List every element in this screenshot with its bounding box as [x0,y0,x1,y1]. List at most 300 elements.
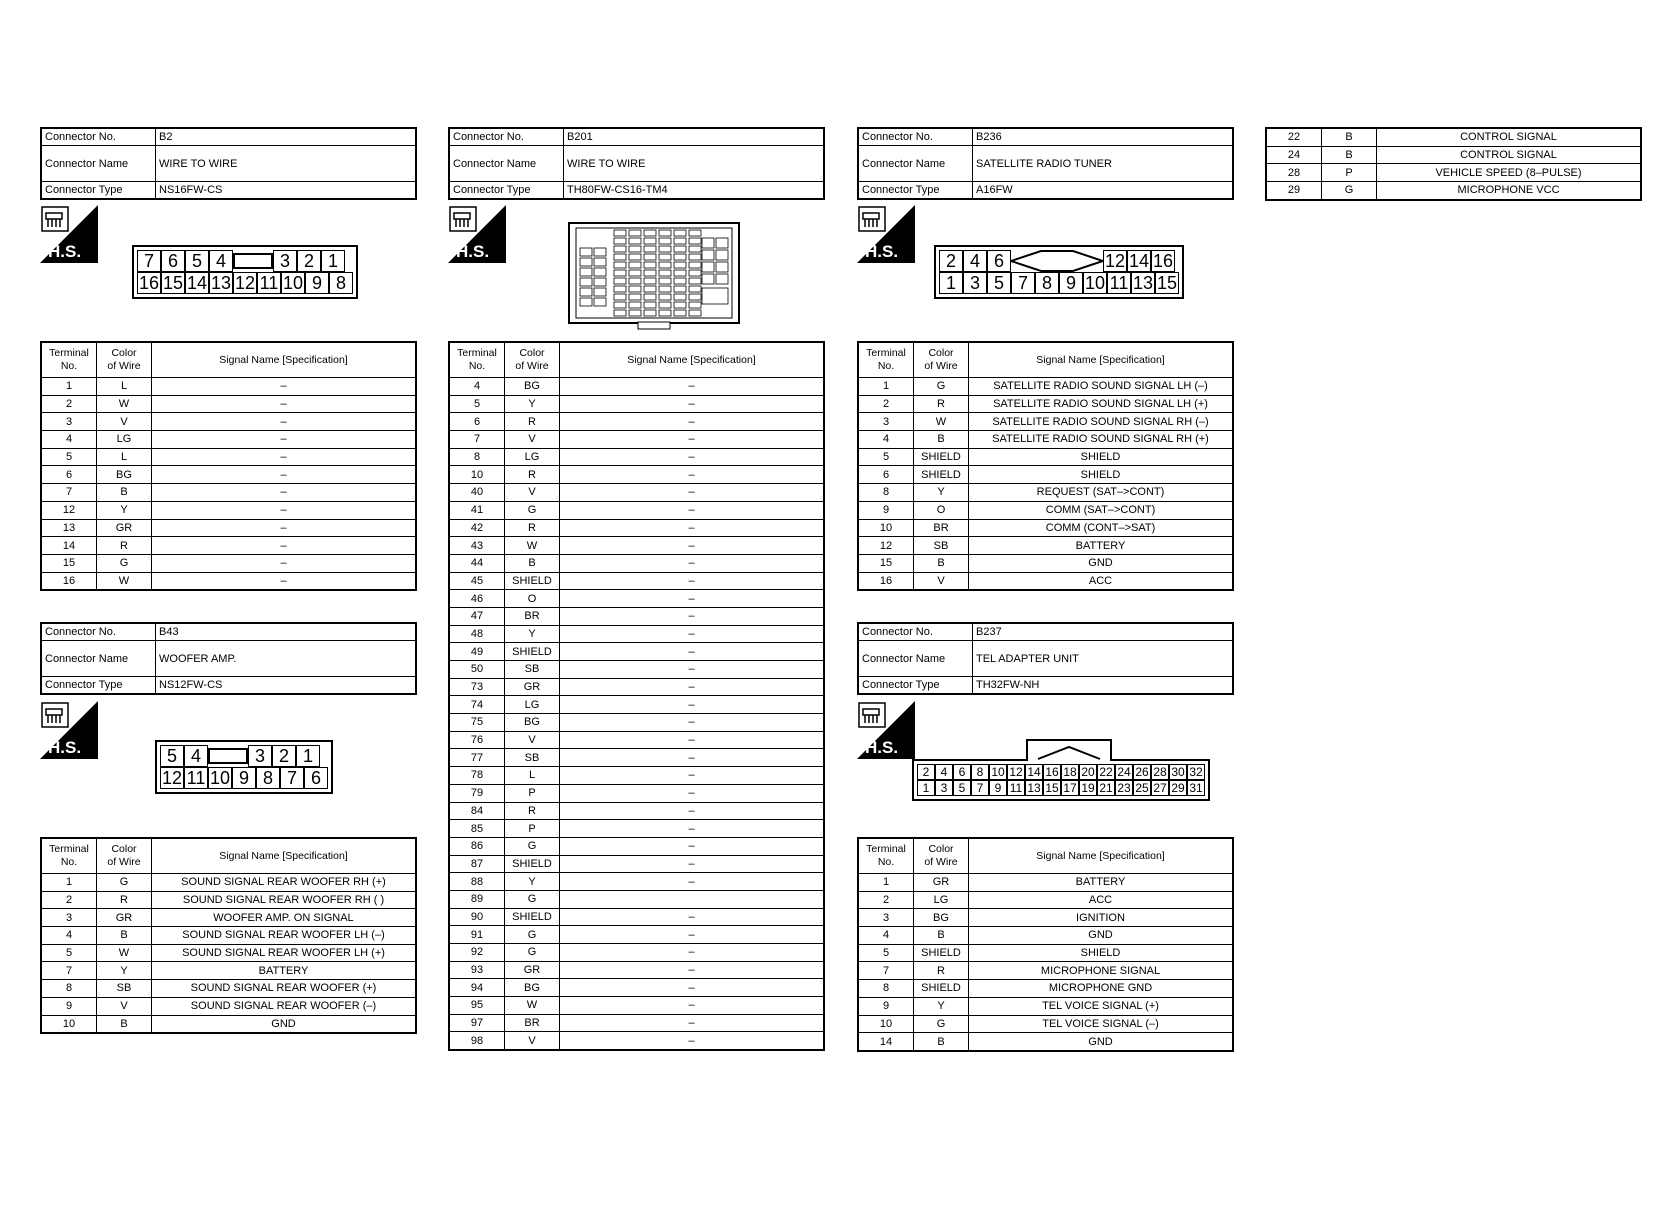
signal-name: – [688,928,695,941]
signal-name: GND [1088,557,1113,570]
signal-name: – [688,981,695,994]
hs-label: H.S. [456,242,490,261]
terminal-no: 3 [882,911,890,924]
wire-color: Y [120,964,128,977]
connector-no-value: B43 [159,626,179,638]
table-row [41,431,416,449]
signal-name: – [688,875,695,888]
wire-color: B [120,929,128,942]
wire-color: G [119,876,129,889]
wire-color: Y [528,398,536,411]
terminal-no: 91 [470,928,484,941]
terminal-no: 1 [882,380,890,393]
signal-name: – [688,663,695,676]
color-header: Color [519,347,545,359]
connector-name-value: WIRE TO WIRE [567,157,646,170]
table-row [449,466,824,484]
wire-color: BG [524,716,540,729]
terminal-no: 6 [882,468,890,481]
table-row [449,784,824,802]
table-row [41,944,416,962]
wire-color: O [527,592,537,605]
table-row [449,890,824,908]
connector-type-label: Connector Type [453,184,531,196]
connector-latch [1026,739,1112,761]
terminal-no: 6 [65,468,73,481]
table-row [449,554,824,572]
connector-type-label: Connector Type [862,184,940,196]
signal-name: WOOFER AMP. ON SIGNAL [213,911,354,924]
terminal-no: 15 [879,557,893,570]
table-row [449,607,824,625]
table-row [858,378,1233,396]
signal-name: – [688,574,695,587]
table-row [449,625,824,643]
terminal-no: 73 [470,681,484,694]
table-row [858,466,1233,484]
connector-pin: 3 [248,745,272,767]
terminal-no: 29 [1287,184,1301,197]
wire-color: R [528,415,536,428]
connector-pin: 26 [1133,764,1151,780]
connector-pin: 11 [257,272,281,294]
terminal-no: 5 [473,398,481,411]
signal-name: – [280,574,287,587]
table-row [449,767,824,785]
connector-pin: 3 [935,780,953,796]
connector-pin: 32 [1187,764,1205,780]
table-row [449,590,824,608]
signal-name: – [688,822,695,835]
terminal-header: Terminal [866,347,906,359]
wire-color: G [527,504,537,517]
signal-table-b201 [448,341,825,1051]
connector-pin: 31 [1187,780,1205,796]
wire-color: V [937,574,945,587]
connector-pin: 12 [234,273,256,293]
color-header: Color [928,843,954,855]
wire-color: G [119,557,129,570]
wire-color: SHIELD [921,982,961,995]
table-row [858,944,1233,962]
terminal-no: 3 [65,911,73,924]
harness-side-icon [857,701,915,759]
connector-pin: 20 [1079,764,1097,780]
terminal-no: 7 [65,964,73,977]
connector-pin: 15 [1043,780,1061,796]
wire-color: GR [115,521,133,534]
harness-side-icon [857,205,915,263]
connector-name-label: Connector Name [862,652,946,665]
wire-color: Y [528,875,536,888]
connector-pin: 9 [305,272,329,294]
table-row [858,448,1233,466]
color-header: of Wire [107,856,141,868]
signal-name: – [280,486,287,499]
connector-face-b236 [934,245,1184,299]
terminal-no: 89 [470,893,484,906]
signal-name: – [280,521,287,534]
terminal-no: 48 [470,627,484,640]
signal-name: SOUND SIGNAL REAR WOOFER LH (–) [182,929,385,942]
terminal-no: 4 [65,433,73,446]
connector-name-label: Connector Name [45,652,129,665]
table-row [41,997,416,1015]
signal-name: GND [271,1017,296,1030]
terminal-no: 28 [1287,166,1301,179]
signal-name: COMM (CONT–>SAT) [1045,521,1156,534]
connector-pin: 10 [282,273,304,293]
table-row [449,643,824,661]
connector-pin: 7 [1011,272,1035,294]
table-row [449,997,824,1015]
connector-type-value: TH80FW-CS16-TM4 [567,184,668,196]
connector-pin: 11 [1007,780,1025,796]
signal-name: SOUND SIGNAL REAR WOOFER (+) [190,982,377,995]
connector-no-label: Connector No. [453,131,524,143]
wire-color: SHIELD [921,451,961,464]
terminal-no: 8 [65,982,73,995]
terminal-no: 93 [470,964,484,977]
signal-name: CONTROL SIGNAL [1460,149,1557,162]
connector-no-value: B236 [976,131,1002,143]
wire-color: V [528,486,536,499]
connector-pin: 4 [184,745,208,767]
connector-pin: 4 [209,250,233,272]
terminal-no: 76 [470,734,484,747]
table-row [858,909,1233,927]
connector-no-value: B2 [159,131,173,143]
wire-color: R [120,539,128,552]
table-row [858,962,1233,980]
connector-pin: 1 [939,272,963,294]
signal-name: – [688,398,695,411]
table-row [41,537,416,555]
connector-no-label: Connector No. [45,131,116,143]
terminal-no: 7 [473,433,481,446]
terminal-no: 8 [882,982,890,995]
connector-pin: 19 [1079,780,1097,796]
connector-header-b237 [857,622,1234,695]
wire-color: GR [523,681,541,694]
table-row [41,554,416,572]
terminal-no: 3 [882,415,890,428]
table-row [1266,164,1641,182]
harness-side-icon [40,205,98,263]
wire-color: BR [524,1017,540,1030]
connector-pin: 12 [1104,251,1126,271]
terminal-no: 97 [470,1017,484,1030]
terminal-no: 1 [882,876,890,889]
connector-pin: 6 [987,250,1011,272]
wire-color: B [528,557,536,570]
color-header: of Wire [924,360,958,372]
terminal-no: 49 [470,645,484,658]
signal-name: – [688,592,695,605]
connector-pin: 10 [209,768,231,788]
connector-pin: 5 [185,250,209,272]
signal-name: – [280,398,287,411]
table-row [41,448,416,466]
table-row [41,484,416,502]
wire-color: BG [524,380,540,393]
connector-pin: 10 [1084,273,1106,293]
terminal-no: 98 [470,1034,484,1047]
signal-name: GND [1088,1035,1113,1048]
connector-pin: 14 [1025,764,1043,780]
connector-pin: 6 [161,250,185,272]
terminal-no: 4 [882,929,890,942]
connector-latch [208,745,248,765]
table-row [449,448,824,466]
connector-type-value: NS16FW-CS [159,184,223,196]
table-row [41,927,416,945]
connector-pin: 11 [1107,272,1131,294]
terminal-header: Terminal [49,347,89,359]
signal-name: – [688,645,695,658]
table-row [41,962,416,980]
wire-color: R [528,804,536,817]
hs-label: H.S. [865,738,899,757]
signal-name: BATTERY [258,964,309,977]
terminal-no: 13 [62,521,76,534]
terminal-no: 2 [65,398,73,411]
signal-name: TEL VOICE SIGNAL (–) [1042,1017,1159,1030]
connector-pin: 3 [963,272,987,294]
table-row [449,837,824,855]
signal-name: – [688,999,695,1012]
signal-name: – [688,627,695,640]
signal-name: MICROPHONE GND [1048,982,1153,995]
terminal-no: 85 [470,822,484,835]
connector-face-b237 [912,759,1210,801]
terminal-no: 4 [65,929,73,942]
terminal-no: 9 [882,1000,890,1013]
connector-pin: 27 [1151,780,1169,796]
terminal-no: 77 [470,751,484,764]
connector-pin: 16 [1043,764,1061,780]
signal-name: – [688,698,695,711]
wire-color: B [937,557,945,570]
wire-color: B [937,929,945,942]
connector-pin: 14 [1128,251,1150,271]
connector-pin: 7 [971,780,989,796]
terminal-no: 45 [470,574,484,587]
color-header: Color [928,347,954,359]
terminal-no: 92 [470,946,484,959]
table-row [41,378,416,396]
terminal-no: 44 [470,557,484,570]
signal-name: – [688,610,695,623]
wire-color: R [528,468,536,481]
wire-color: Y [120,504,128,517]
wire-color: LG [933,894,949,907]
table-row [449,696,824,714]
wire-color: L [120,451,128,464]
connector-pin: 13 [1025,780,1043,796]
signal-name: – [688,486,695,499]
table-row [449,678,824,696]
hs-label: H.S. [48,738,82,757]
signal-name: – [280,468,287,481]
connector-pin: 7 [137,250,161,272]
terminal-no: 41 [470,504,484,517]
wire-color: G [936,380,946,393]
signal-name: – [280,504,287,517]
connector-pin: 3 [273,250,297,272]
table-row [449,908,824,926]
connector-type-label: Connector Type [45,679,123,691]
wire-color: G [527,840,537,853]
wire-color: V [120,415,128,428]
terminal-no: 90 [470,910,484,923]
connector-pin: 22 [1097,764,1115,780]
terminal-no: 10 [879,1017,893,1030]
connector-pin: 10 [989,764,1007,780]
table-row [858,519,1233,537]
connector-pin: 18 [1061,764,1079,780]
wire-color: BG [933,911,949,924]
table-row [41,413,416,431]
table-row [449,661,824,679]
table-row [449,537,824,555]
connector-pin: 23 [1115,780,1133,796]
signal-name: – [688,539,695,552]
wire-color: G [527,893,537,906]
terminal-no: 43 [470,539,484,552]
terminal-no: 10 [470,468,484,481]
table-row [449,572,824,590]
terminal-no: 87 [470,857,484,870]
connector-pin: 9 [232,767,256,789]
table-row [1266,146,1641,164]
connector-no-label: Connector No. [862,626,933,638]
signal-name: SATELLITE RADIO SOUND SIGNAL LH (+) [993,398,1208,411]
terminal-no: 22 [1287,131,1301,144]
wire-color: O [936,504,946,517]
terminal-no: 24 [1287,149,1301,162]
table-row [449,501,824,519]
wire-color: LG [524,698,540,711]
wire-color: R [528,521,536,534]
terminal-header: No. [877,360,895,372]
table-row [449,431,824,449]
connector-header-b201 [448,127,825,200]
signal-name: SATELLITE RADIO SOUND SIGNAL LH (–) [993,380,1208,393]
connector-name-value: SATELLITE RADIO TUNER [976,157,1112,170]
connector-pin: 4 [963,250,987,272]
wire-color: B [120,486,128,499]
signal-name: – [688,857,695,870]
terminal-no: 15 [62,557,76,570]
wire-color: W [118,947,130,960]
wire-color: Y [528,627,536,640]
terminal-no: 50 [470,663,484,676]
terminal-no: 16 [62,574,76,587]
table-row [449,1014,824,1032]
wire-color: B [937,433,945,446]
connector-pin: 29 [1169,780,1187,796]
signal-name: – [688,380,695,393]
signal-name: – [688,804,695,817]
signal-name: SHIELD [1080,947,1121,960]
connector-pin: 8 [971,764,989,780]
connector-name-value: TEL ADAPTER UNIT [976,652,1079,665]
terminal-no: 79 [470,787,484,800]
color-header: of Wire [515,360,549,372]
terminal-no: 75 [470,716,484,729]
connector-pin: 12 [1007,764,1025,780]
terminal-no: 7 [65,486,73,499]
connector-type-value: NS12FW-CS [159,679,223,691]
signal-name: – [280,380,287,393]
table-row [449,820,824,838]
connector-pin: 1 [321,250,345,272]
signal-name: – [280,415,287,428]
terminal-header: Terminal [457,347,497,359]
terminal-no: 4 [473,380,481,393]
wire-color: P [1345,166,1353,179]
wire-color: SHIELD [512,910,552,923]
connector-pin: 13 [210,273,232,293]
wire-color: SHIELD [921,468,961,481]
signal-name: – [688,451,695,464]
signal-name: SATELLITE RADIO SOUND SIGNAL RH (–) [992,415,1209,428]
color-header: of Wire [924,856,958,868]
connector-type-value: A16FW [976,184,1013,196]
wire-color: R [120,894,128,907]
connector-pin: 16 [1152,251,1174,271]
table-row [41,874,416,892]
connector-pin: 5 [953,780,971,796]
wire-color: B [1345,149,1353,162]
signal-name: MICROPHONE VCC [1457,184,1560,197]
terminal-no: 9 [65,1000,73,1013]
connector-pin: 13 [1132,273,1154,293]
wire-color: SHIELD [921,947,961,960]
signal-name: – [688,910,695,923]
connector-type-label: Connector Type [862,679,940,691]
table-row [41,519,416,537]
wire-color: BG [524,981,540,994]
wire-color: W [526,539,538,552]
signal-name: – [688,787,695,800]
connector-pin: 8 [329,272,353,294]
signal-table-b237 [857,837,1234,1052]
wire-color: LG [524,451,540,464]
terminal-no: 42 [470,521,484,534]
signal-name: – [280,451,287,464]
signal-table-b236 [857,341,1234,591]
wire-color: SB [524,751,540,764]
table-row [449,714,824,732]
terminal-no: 5 [882,947,890,960]
wire-color: GR [115,911,133,924]
wire-color: SB [933,539,949,552]
signal-name: – [688,415,695,428]
wire-color: P [528,787,536,800]
table-row [449,519,824,537]
connector-type-label: Connector Type [45,184,123,196]
wire-color: W [526,999,538,1012]
wire-color: GR [523,964,541,977]
wire-color: G [527,946,537,959]
signal-table-b236-continued [1265,127,1642,201]
table-row [449,855,824,873]
table-row [858,891,1233,909]
signal-name: – [688,521,695,534]
connector-no-value: B237 [976,626,1002,638]
